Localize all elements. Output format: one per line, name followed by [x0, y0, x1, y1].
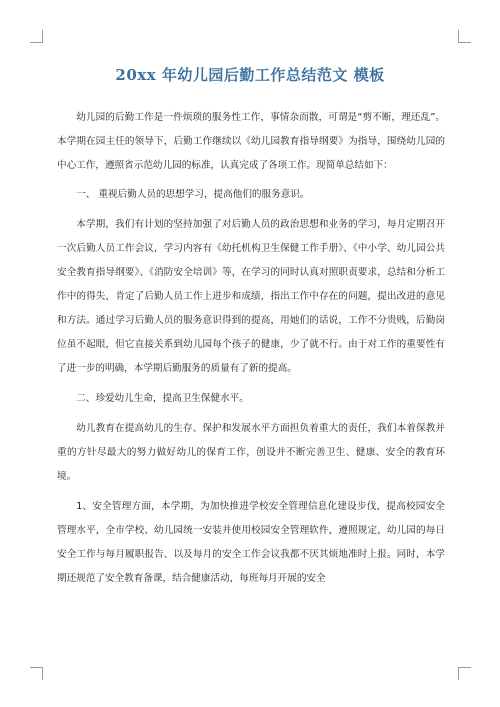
crop-mark-top-left [30, 30, 43, 43]
paragraph-intro: 幼儿园的后勤工作是一件烦琐的服务性工作，事情杂而散，可谓是“剪不断，理还乱”。本学期在园主任的领导下，后勤工作继续以《幼儿园教育指导纲要》为指导，围绕幼儿园的中心工作，遵照省示范幼儿园的标准，认真完成了各项工作。现简单总结如下： [57, 112, 445, 171]
document-title: 20xx 年幼儿园后勤工作总结范文 模板 [115, 66, 385, 84]
crop-mark-bottom-right [458, 667, 471, 680]
crop-mark-top-right [458, 30, 471, 43]
paragraph-study: 本学期，我们有计划的坚持加强了对后勤人员的政治思想和业务的学习，每月定期召开一次后勤人员工作会议，学习内容有《幼托机构卫生保健工作手册》、《中小学、幼儿园公共安全教育指导纲要》、《消防安全培训》等，在学习的同时认真对照职责要求，总结和分析工作中的得失，肯定了后勤人员工作上进步和成绩，指出工作中存在的问题，提出改进的意见和方法。通过学习后勤人员的服务意识得到的提高，用她们的话说，工作不分贵贱，后勤岗位虽不起眼，但它直接关系到幼儿园每个孩子的健康，少了就不行。由于对工作的重要性有了进一步的明确，本学期后勤服务的质量有了新的提高。 [57, 219, 445, 374]
paragraph-health: 幼儿教育在提高幼儿的生存、保护和发展水平方面担负着重大的责任，我们本着保教并重的方针尽最大的努力做好幼儿的保育工作，创设并不断完善卫生、健康、安全的教育环境。 [57, 423, 445, 482]
paragraph-safety: 1、安全管理方面，本学期，为加快推进学校安全管理信息化建设步伐，提高校园安全管理水平，全市学校、幼儿园统一安装并使用校园安全管理软件，遵照规定，幼儿园的每日安全工作与每月履职报告、以及每月的安全工作会议我都不厌其烦地准时上报。同时，本学期还规范了安全教育备课，结合健康活动，每班每月开展的安全 [57, 501, 445, 584]
section-heading-1: 一、 重视后勤人员的思想学习，提高他们的服务意识。 [76, 189, 310, 200]
crop-mark-bottom-left [30, 667, 43, 680]
document-body [57, 106, 445, 597]
section-heading-2: 二、珍爱幼儿生命，提高卫生保健水平。 [76, 393, 249, 404]
